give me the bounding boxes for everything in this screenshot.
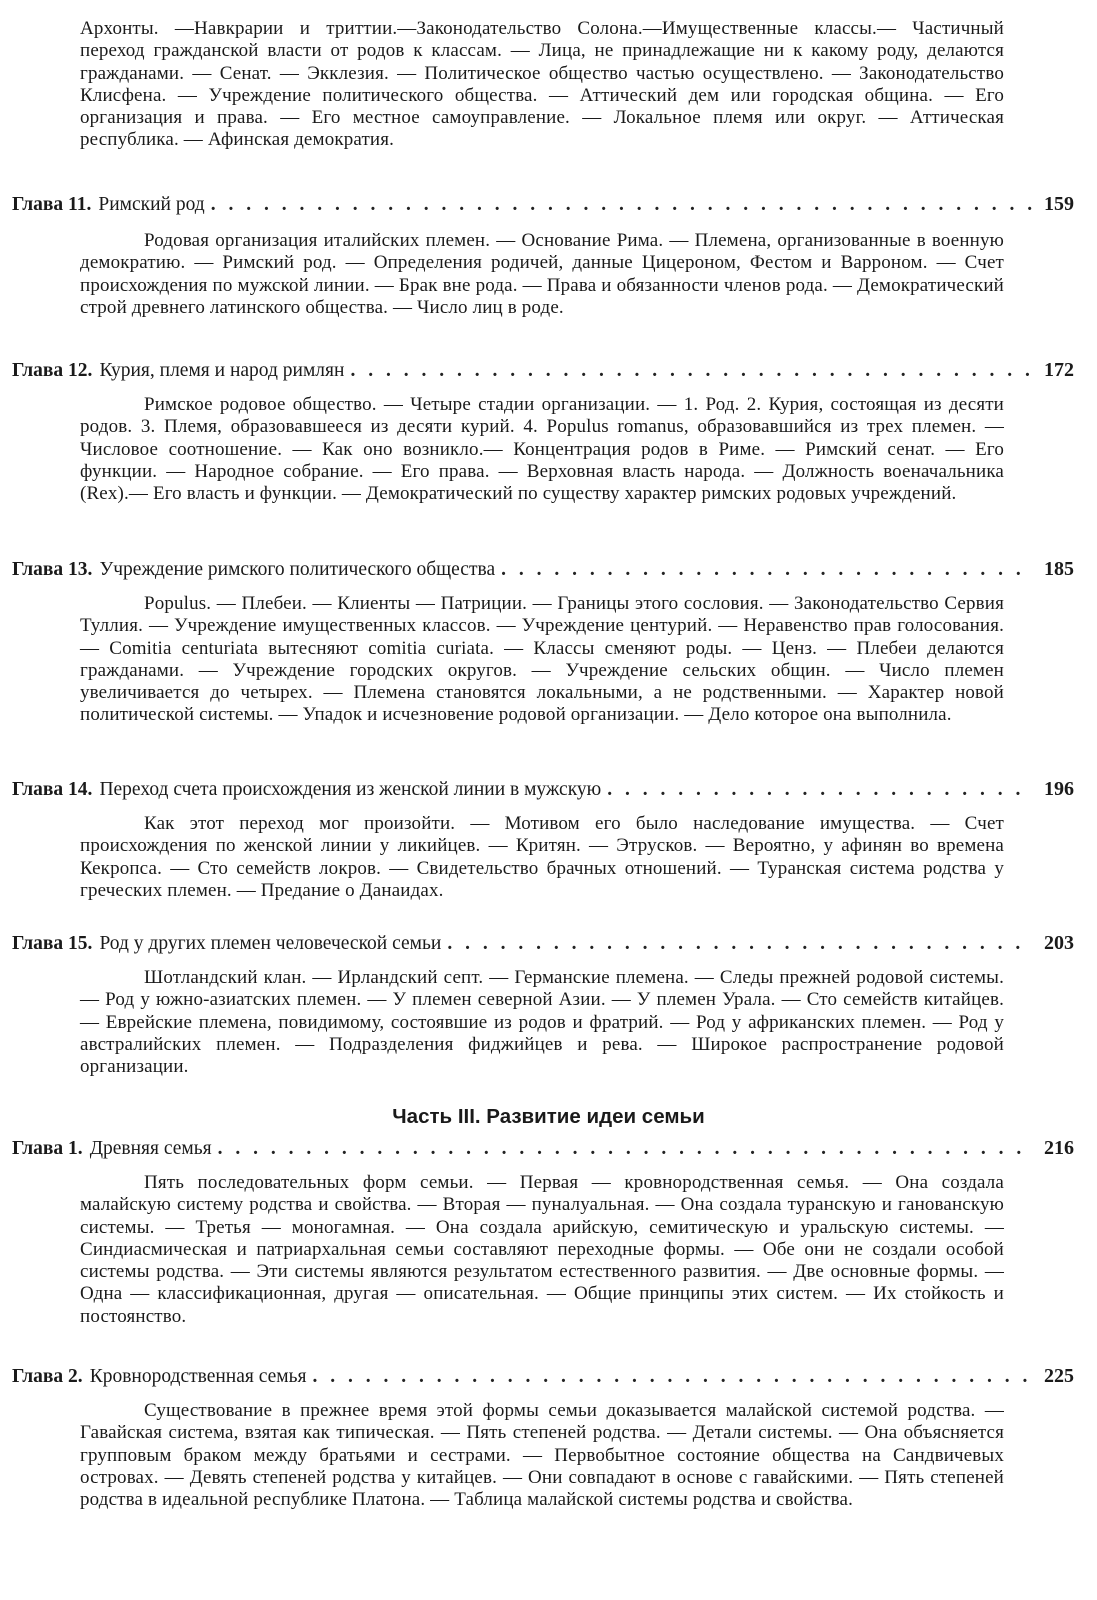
chapter-10-summary-continuation xyxy=(80,18,1004,152)
part-heading: Часть III. Развитие идеи семьи xyxy=(392,1105,705,1128)
dot-leader xyxy=(313,1366,1035,1388)
dot-leader xyxy=(218,1138,1034,1160)
chapter-page-number: 159 xyxy=(1044,193,1074,215)
chapter-page-number: 203 xyxy=(1044,932,1074,954)
toc-entry-chapter-11[interactable] xyxy=(12,193,1074,219)
chapter-page-number: 185 xyxy=(1044,558,1074,580)
chapter-title: Курия, племя и народ римлян xyxy=(99,360,345,381)
chapter-15-summary xyxy=(80,967,1004,1078)
part3-chapter-1-summary xyxy=(80,1172,1004,1328)
chapter-14-summary xyxy=(80,813,1004,902)
chapter-page-number: 225 xyxy=(1044,1365,1074,1387)
chapter-title: Учреждение римского политического общества xyxy=(99,559,496,580)
toc-entry-part3-chapter-1[interactable] xyxy=(12,1137,1074,1163)
toc-entry-chapter-15[interactable] xyxy=(12,932,1074,958)
chapter-title: Римский род xyxy=(98,194,205,215)
chapter-page-number: 216 xyxy=(1044,1137,1074,1159)
toc-entry-chapter-13[interactable] xyxy=(12,558,1074,584)
chapter-label: Глава 11. xyxy=(12,194,92,215)
summary-text: Пять последовательных форм семьи. — Первая — кровнородственная семья. — Она создала малайскую систему родства и свойства. — Вторая — пуналуальная. — Она создала туранскую и ганованскую системы. — Третья — моногамная. — Она создала арийскую, семитическую и уральскую системы. — Синдиасмическая и патриархальная семьи составляют переходные формы. — Обе они не создали особой системы родства. — Эти системы являются результатом естественного развития. — Две основные формы. — Одна — классификационная, другая — описательная. — Общие принципы этих систем. — Их стойкость и постоянство. xyxy=(80,1172,1004,1327)
chapter-page-number: 196 xyxy=(1044,778,1074,800)
chapter-label: Глава 13. xyxy=(12,559,93,580)
toc-entry-part3-chapter-2[interactable] xyxy=(12,1365,1074,1391)
summary-text: Римское родовое общество. — Четыре стадии организации. — 1. Род. 2. Курия, состоящая из десяти родов. 3. Племя, образовавшееся из десяти курий. 4. Populus romanus, образовавшийся из трех племен. — Числовое соотношение. — Как оно возникло.— Концентрация родов в Риме. — Римский сенат. — Его функции. — Народное собрание. — Его права. — Верховная власть народа. — Должность военачальника (Rex).— Его власть и функции. — Демократический по существу характер римских родовых учреждений. xyxy=(80,394,1004,505)
chapter-title: Род у других племен человеческой семьи xyxy=(99,933,442,954)
chapter-title: Древняя семья xyxy=(89,1138,212,1159)
chapter-label: Глава 2. xyxy=(12,1366,83,1387)
summary-text: Populus. — Плебеи. — Клиенты — Патриции. — Границы этого сословия. — Законодательство Сервия Туллия. — Учреждение имущественных классов. — Учреждение центурий. — Неравенство прав голосования. — Comitia centuriata вытесняют comitia curiata. — Классы сменяют роды. — Ценз. — Плебеи делаются гражданами. — Учреждение городских округов. — Учреждение сельских общин. — Число племен увеличивается до четырех. — Племена становятся локальными, а не родственными. — Характер новой политической системы. — Упадок и исчезновение родовой организации. — Дело которое она выполнила. xyxy=(80,593,1004,726)
dot-leader xyxy=(211,194,1034,216)
summary-text: Родовая организация италийских племен. — Основание Рима. — Племена, организованные в военную демократию. — Римский род. — Определения родичей, данные Цицероном, Фестом и Варроном. — Счет происхождения по мужской линии. — Брак вне рода. — Права и обязанности членов рода. — Демократический строй древнего латинского общества. — Число лиц в роде. xyxy=(80,230,1004,318)
toc-entry-chapter-14[interactable] xyxy=(12,778,1074,804)
chapter-13-summary xyxy=(80,593,1004,727)
chapter-label: Глава 14. xyxy=(12,779,93,800)
dot-leader xyxy=(501,559,1034,581)
dot-leader xyxy=(350,360,1034,382)
dot-leader xyxy=(447,933,1034,955)
summary-text: Архонты. —Навкрарии и триттии.—Законодательство Солона.—Имущественные классы.— Частичный переход гражданской власти от родов к классам. — Лица, не принадлежащие ни к какому роду, делаются гражданами. — Сенат. — Экклезия. — Политическое общество частью осуществлено. — Законодательство Клисфена. — Учреждение политического общества. — Аттический дем или городская община. — Его организация и права. — Его местное самоуправление. — Локальное племя или округ. — Аттическая республика. — Афинская демократия. xyxy=(80,18,1004,151)
toc-entry-chapter-12[interactable] xyxy=(12,359,1074,385)
summary-text: Существование в прежнее время этой формы семьи доказывается малайской системой родства. — Гавайская система, взятая как типическая. — Пять степеней родства. — Детали системы. — Она объясняется групповым браком между братьями и сестрами. — Первобытное состояние общества на Сандвичевых островах. — Девять степеней родства у китайцев. — Они совпадают в основе с гавайскими. — Пять степеней родства в идеальной республике Платона. — Таблица малайской системы родства и свойства. xyxy=(80,1400,1004,1511)
chapter-label: Глава 1. xyxy=(12,1138,83,1159)
chapter-11-summary xyxy=(80,230,1004,319)
chapter-label: Глава 12. xyxy=(12,360,93,381)
chapter-label: Глава 15. xyxy=(12,933,93,954)
chapter-title: Переход счета происхождения из женской линии в мужскую xyxy=(99,779,602,800)
dot-leader xyxy=(607,779,1034,801)
chapter-title: Кровнородственная семья xyxy=(89,1366,307,1387)
summary-text: Как этот переход мог произойти. — Мотивом его было наследование имущества. — Счет происхождения по женской линии у ликийцев. — Критян. — Этрусков. — Вероятно, у афинян во времена Кекропса. — Сто семейств локров. — Свидетельство брачных отношений. — Туранская система родства у греческих племен. — Предание о Данаидах. xyxy=(80,813,1004,901)
chapter-12-summary xyxy=(80,394,1004,505)
summary-text: Шотландский клан. — Ирландский септ. — Германские племена. — Следы прежней родовой системы. — Род у южно-азиатских племен. — У племен северной Азии. — У племен Урала. — Сто семейств китайцев. — Еврейские племена, повидимому, состоявшие из родов и фратрий. — Род у африканских племен. — Род у австралийских племен. — Подразделения фиджийцев и рева. — Широкое распространение родовой организации. xyxy=(80,967,1004,1078)
chapter-page-number: 172 xyxy=(1044,359,1074,381)
part3-chapter-2-summary xyxy=(80,1400,1004,1511)
